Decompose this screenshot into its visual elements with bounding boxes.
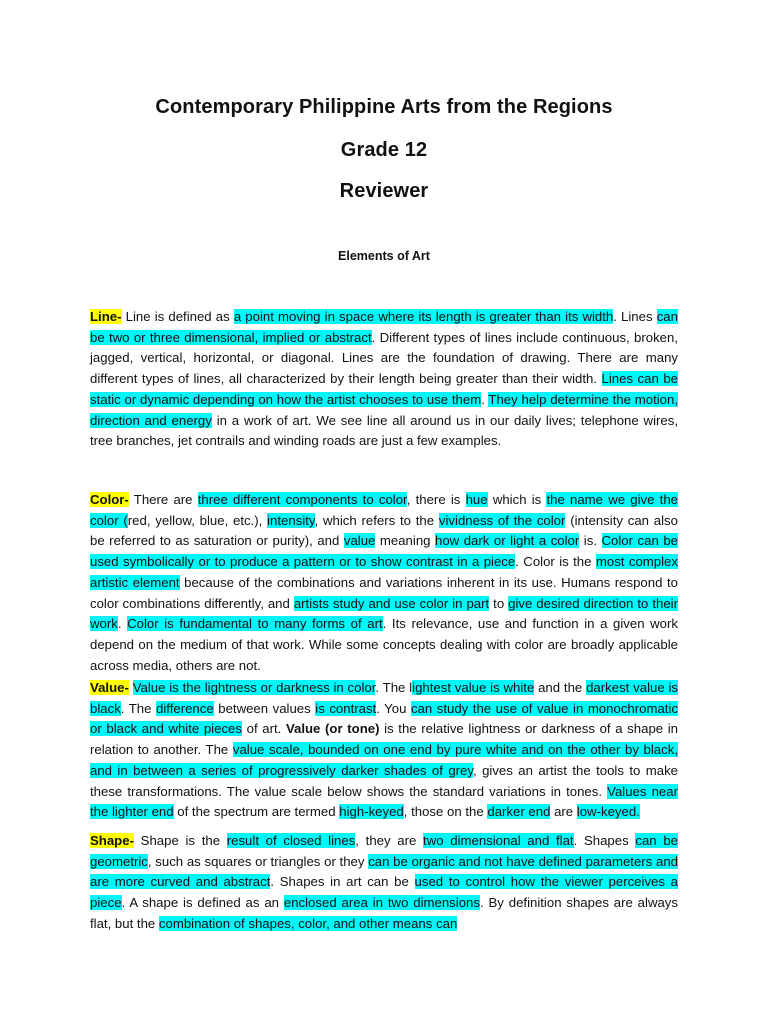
highlighted-text: result of closed lines [226,833,356,848]
highlighted-text: three different components to color [197,492,407,507]
highlighted-text: low-keyed. [576,804,640,820]
body-text: . Shapes [573,833,636,848]
body-text: Shape is the [133,833,227,848]
body-text: . Color is the [515,554,596,570]
body-text: There are [128,492,198,507]
highlighted-text: They help determine the motion, direction and energy [90,391,678,428]
body-text: . Its relevance, use and function in a given work depend on the medium of that work. While some concepts dealing with color are broadly applicable across media, others are not. [90,616,679,673]
highlighted-text: darkest value is black [90,680,679,716]
body-text: , they are [355,833,424,848]
bold-text: Value (or tone) [285,721,380,737]
highlighted-text: darker end [487,804,551,820]
paragraph-color [90,490,678,676]
body-text: , there is [406,492,466,507]
highlighted-text: Values near the lighter end [90,783,678,820]
highlighted-text: two dimensional and flat [423,833,574,848]
highlighted-text: how dark or light a color [435,533,580,549]
body-text: , which refers to the [314,512,439,528]
highlighted-text: ightest value is white [412,680,535,695]
highlighted-text: high-keyed [339,804,404,820]
body-text: . The l [375,680,413,695]
highlighted-text: most complex artistic element [90,554,678,590]
paragraph-line [90,307,678,452]
highlighted-text: Color is fundamental to many forms of art [127,616,383,632]
highlighted-text: artists study and use color in part [293,595,490,611]
body-text: . Different types of lines include continuous, broken, jagged, vertical, horizontal, or diagonal. Lines are the foundation of drawing. There are many different types of lines, all characterized by their length being greater than their width. [90,329,679,387]
highlighted-text: Color can be used symbolically or to produce a pattern or to show contrast in a piece [90,533,678,570]
term-label: Color- [90,492,129,507]
body-text: and the [534,680,587,695]
body-text: in a work of art. We see line all around us in our daily lives; telephone wires, tree branches, jet contrails and winding roads are just a few examples. [90,412,678,449]
term-label: Line- [90,309,122,324]
highlighted-text: hue [465,492,488,507]
highlighted-text: is contrast [315,700,377,716]
body-text: . Lines [613,309,657,324]
body-text: . Shapes in art can be [270,874,415,890]
body-text: . By definition shapes are always flat, but the [90,895,678,931]
paragraph-shape [90,831,678,935]
paragraph-value [90,678,678,823]
body-text: because of the combinations and variations inherent in its use. Humans respond to color combinations differently, and [90,574,678,611]
body-text: . A shape is defined as an [121,895,284,911]
body-text: Line is defined as [121,309,234,324]
highlighted-text: used to control how the viewer perceives a piece [90,874,678,911]
highlighted-text: combination of shapes, color, and other means can [158,915,458,931]
body-text: are [550,804,577,820]
reviewer-heading: Reviewer [339,180,429,202]
body-text: meaning [375,533,436,549]
term-label: Shape- [90,833,134,848]
body-text: , gives an artist the tools to make these transformations. The value scale below shows the standard variations in tones. [90,762,678,799]
highlighted-text: give desired direction to their work [90,595,678,632]
highlighted-text: vividness of the color [438,512,566,528]
body-text: . [481,391,489,407]
body-text: between values [213,700,316,716]
term-label: Value- [90,680,129,695]
body-text: , such as squares or triangles or they [147,853,369,869]
body-text: (intensity can also be referred to as saturation or purity), and [90,512,678,549]
body-text: to [489,595,509,611]
highlighted-text: value scale, bounded on one end by pure white and on the other by black, and in between a series of progressively darker shades of grey [90,742,678,778]
highlighted-text: value [343,533,376,549]
grade-heading: Grade 12 [340,139,428,161]
highlighted-text: enclosed area in two dimensions [283,895,480,911]
body-text: . The [120,700,157,716]
highlighted-text: can study the use of value in monochromatic or black and white pieces [90,700,678,737]
highlighted-text: the name we give the color ( [90,492,678,528]
document-title: Contemporary Philippine Arts from the Regions [155,96,613,118]
body-text: which is [487,492,547,507]
body-text: of art. [241,721,286,737]
body-text: , those on the [403,804,488,820]
body-text: . You [376,700,411,716]
body-text: red, yellow, blue, etc.), [127,512,268,528]
body-text: is. [579,533,602,549]
body-text: . [117,616,128,632]
body-text: is the relative lightness or darkness of a shape in relation to another. The [90,721,679,758]
highlighted-text: Lines can be static or dynamic depending on how the artist chooses to use them [90,371,678,407]
highlighted-text: a point moving in space where its length is greater than its width [233,309,614,324]
highlighted-text: intensity [267,512,315,528]
highlighted-text: difference [156,700,214,716]
section-title: Elements of Art [338,249,430,263]
highlighted-text: Value is the lightness or darkness in color [132,680,376,695]
highlighted-text: can be two or three dimensional, implied or abstract [90,309,678,345]
body-text: of the spectrum are termed [173,804,340,820]
highlighted-text: can be organic and not have defined parameters and are more curved and abstract [90,853,678,890]
highlighted-text: can be geometric [90,833,678,869]
